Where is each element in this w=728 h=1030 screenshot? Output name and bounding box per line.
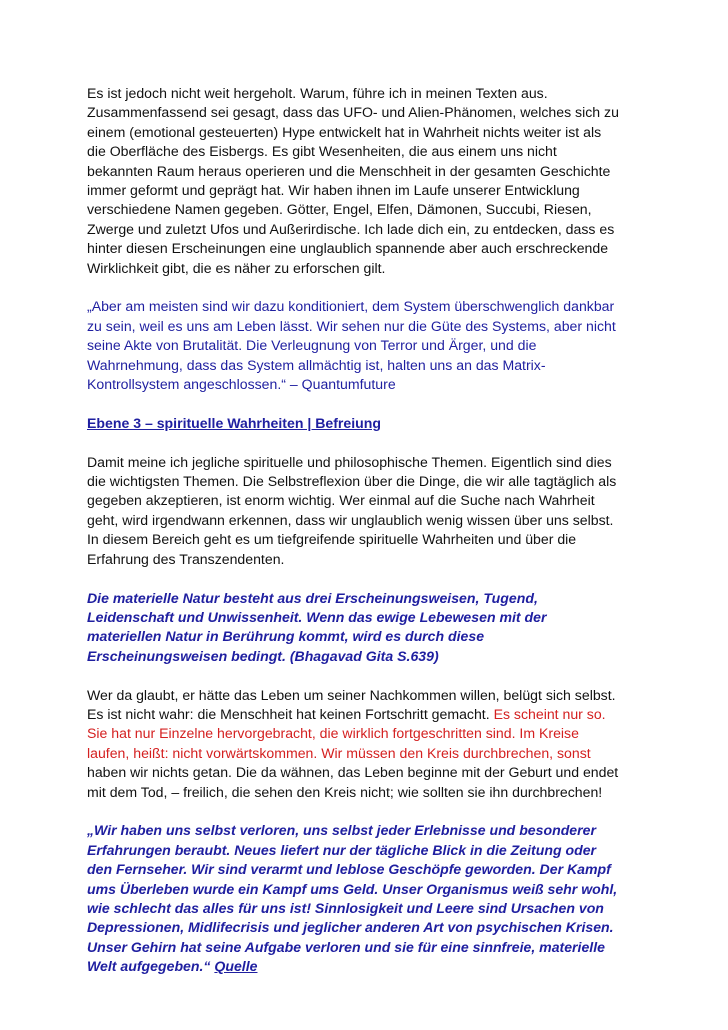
quote-line: seine Akte von Brutalität. Die Verleugnung von Terror und Ärger, und die	[87, 337, 537, 354]
text-line: geht, wird irgendwann erkennen, dass wir unglaublich wenig wissen über uns selbst.	[87, 511, 614, 528]
text-line: einem (emotional gesteuerten) Hype entwickelt hat in Wahrheit nichts weiter ist als	[87, 123, 602, 140]
text-line: mit dem Tod, – freilich, die sehen den Kreis nicht; wie sollten sie ihn durchbrechen!	[87, 783, 603, 800]
section-heading	[87, 414, 657, 433]
text-line: Wer da glaubt, er hätte das Leben um seiner Nachkommen willen, belügt sich selbst.	[87, 686, 616, 703]
highlighted-line: laufen, heißt: nicht vorwärtskommen. Wir müssen den Kreis durchbrechen, sonst	[87, 744, 591, 761]
quote-line: „Wir haben uns selbst verloren, uns selbst jeder Erlebnisse und besonderer	[87, 822, 596, 839]
intro-paragraph	[87, 84, 657, 278]
quote-line: Erscheinungsweisen bedingt. (Bhagavad Gita S.639)	[87, 647, 439, 664]
text-line: verschiedene Namen gegeben. Götter, Engel, Elfen, Dämonen, Succubi, Riesen,	[87, 201, 592, 218]
highlighted-line: Sie hat nur Einzelne hervorgebracht, die wirklich fortgeschritten sind. Im Kreise	[87, 725, 579, 742]
highlighted-text: Es scheint nur so.	[493, 705, 606, 722]
text-line: Zwerge und zuletzt Ufos und Außerirdische. Ich lade dich ein, zu entdecken, dass es	[87, 220, 615, 237]
quote-line	[87, 957, 657, 976]
text-line: die Oberfläche des Eisbergs. Es gibt Wesenheiten, die aus einem uns nicht	[87, 143, 557, 160]
quote-line: Unser Gehirn hat seine Aufgabe verloren und sie für eine sinnfreie, materielle	[87, 938, 605, 955]
text-line	[87, 705, 657, 724]
quote-line: Kontrollsystem angeschlossen.“ – Quantumfuture	[87, 376, 396, 393]
text-line: gegeben akzeptieren, ist enorm wichtig. Wer einmal auf die Suche nach Wahrheit	[87, 492, 595, 509]
lost-selves-quote	[87, 821, 657, 976]
text-line: Wirklichkeit gibt, die es näher zu erforschen gilt.	[87, 259, 386, 276]
quote-line: „Aber am meisten sind wir dazu konditioniert, dem System überschwenglich dankbar	[87, 298, 615, 315]
quote-line: Die materielle Natur besteht aus drei Erscheinungsweisen, Tugend,	[87, 589, 538, 606]
quote-line: Wahrnehmung, dass das System allmächtig ist, halten uns an das Matrix-	[87, 356, 546, 373]
text-line: Es ist jedoch nicht weit hergeholt. Warum, führe ich in meinen Texten aus.	[87, 85, 548, 101]
text-line: die wichtigsten Themen. Die Selbstreflexion über die Dinge, die wir alle tagtäglich als	[87, 473, 617, 490]
text-line: bekannten Raum heraus operieren und die Menschheit in der gesamten Geschichte	[87, 162, 611, 179]
bhagavad-gita-quote	[87, 589, 657, 667]
quote-line: wie schlecht das alles für uns ist! Sinnlosigkeit und Leere sind Ursachen von	[87, 899, 604, 916]
quote-text: Welt aufgegeben.“	[87, 958, 215, 975]
quote-line: materiellen Natur in Berührung kommt, wird es durch diese	[87, 628, 485, 645]
spiritual-paragraph	[87, 453, 657, 569]
text-line: Zusammenfassend sei gesagt, dass das UFO- und Alien-Phänomen, welches sich zu	[87, 104, 619, 121]
text-line: Damit meine ich jegliche spirituelle und philosophische Themen. Eigentlich sind dies	[87, 453, 612, 470]
quantumfuture-quote	[87, 297, 657, 394]
section-heading-link[interactable]: Ebene 3 – spirituelle Wahrheiten | Befreiung	[87, 414, 381, 431]
quote-line: ums Überleben wurde ein Kampf ums Geld. Unser Organismus weiß sehr wohl,	[87, 880, 618, 897]
quote-line: zu sein, weil es uns am Leben lässt. Wir sehen nur die Güte des Systems, aber nicht	[87, 317, 616, 334]
progress-paragraph	[87, 686, 657, 802]
quote-line: Depressionen, Midlifecrisis und jeglicher anderen Art von psychischen Krisen.	[87, 919, 614, 936]
text-line: Erfahrung des Transzendenten.	[87, 550, 285, 567]
document-body	[87, 84, 657, 996]
text-line: hinter diesen Erscheinungen eine unglaublich spannende aber auch erschreckende	[87, 240, 609, 257]
text-line: In diesem Bereich geht es um tiefgreifende spirituelle Wahrheiten und über die	[87, 531, 577, 548]
text-segment: Es ist nicht wahr: die Menschheit hat keinen Fortschritt gemacht.	[87, 705, 494, 722]
quote-line: den Fernseher. Wir sind verarmt und leblose Geschöpfe geworden. Der Kampf	[87, 861, 611, 878]
quote-line: Leidenschaft und Unwissenheit. Wenn das ewige Lebewesen mit der	[87, 608, 547, 625]
quote-line: Erfahrungen beraubt. Neues liefert nur der tägliche Blick in die Zeitung oder	[87, 841, 597, 858]
source-link[interactable]: Quelle	[214, 958, 258, 975]
text-line: haben wir nichts getan. Die da wähnen, das Leben beginne mit der Geburt und endet	[87, 764, 619, 781]
text-line: immer geformt und geprägt hat. Wir haben ihnen im Laufe unserer Entwicklung	[87, 182, 580, 199]
